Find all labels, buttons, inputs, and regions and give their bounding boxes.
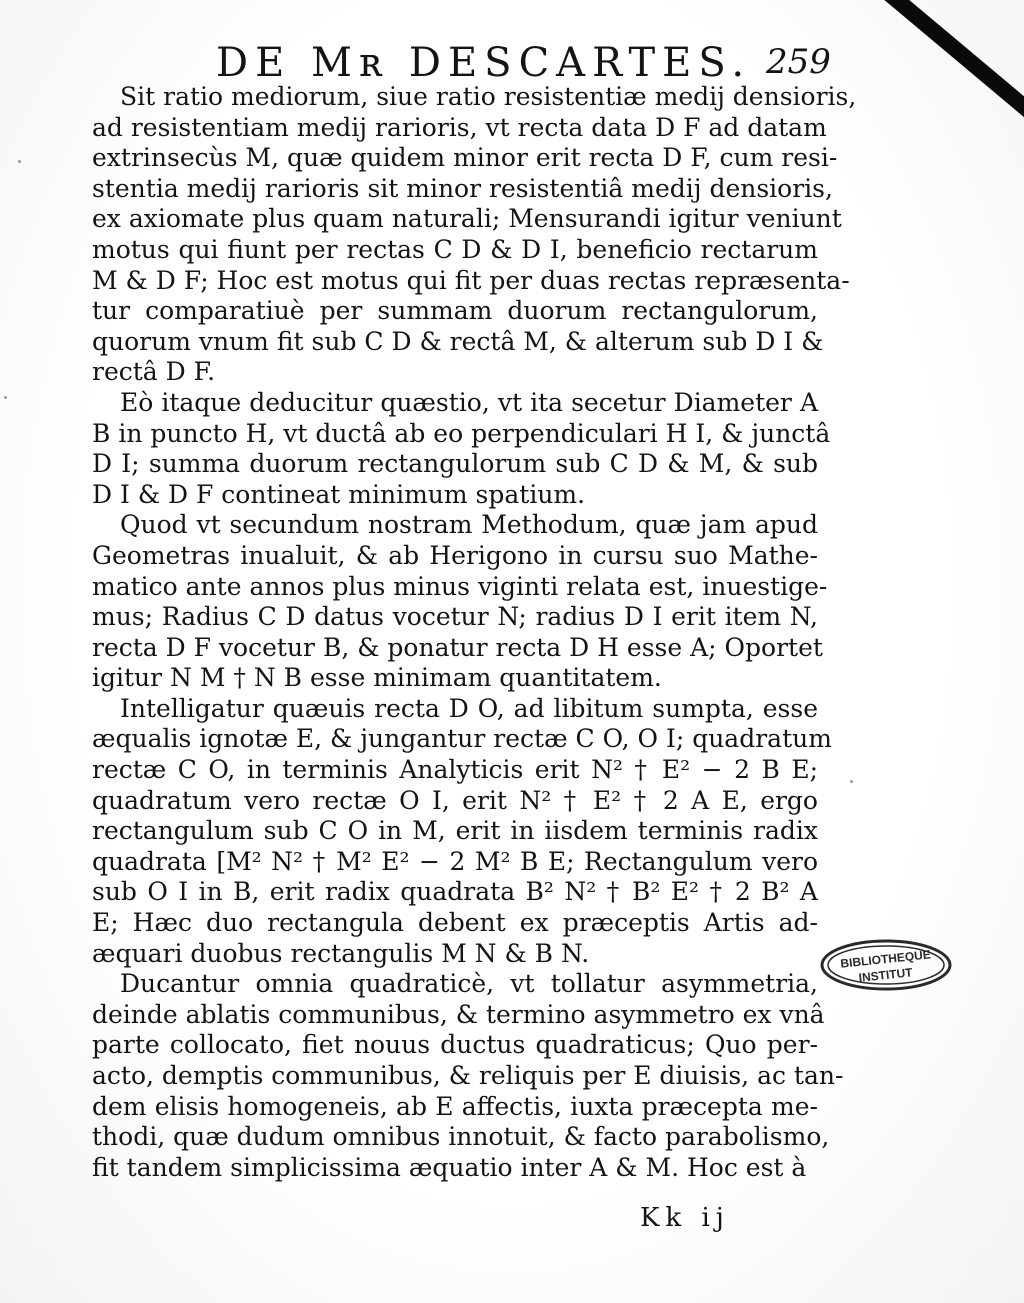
text-line: thodi, quæ dudum omnibus innotuit, & facto parabolismo, bbox=[92, 1122, 830, 1152]
text-line: parte collocato, fiet nouus ductus quadraticus; Quo per- bbox=[92, 1030, 818, 1060]
text-line: æqualis ignotæ E, & jungantur rectæ C O, O I; quadratum bbox=[92, 724, 832, 754]
specks bbox=[18, 160, 21, 163]
text-line: deinde ablatis communibus, & termino asymmetro ex vnâ bbox=[92, 999, 825, 1029]
text-line: rectâ D F. bbox=[92, 357, 216, 387]
text-line: quadrata [M² N² † M² E² − 2 M² B E; Rectangulum vero bbox=[92, 846, 818, 876]
page-edge-shadow bbox=[849, 0, 1024, 138]
text-line: B in puncto H, vt ductâ ab eo perpendiculari H I, & junctâ bbox=[92, 418, 831, 448]
text-line: tur comparatiuè per summam duorum rectangulorum, bbox=[92, 296, 818, 326]
text-line: rectæ C O, in terminis Analyticis erit N² † E² − 2 B E; bbox=[92, 755, 818, 785]
text-line: E; Hæc duo rectangula debent ex præceptis Artis ad- bbox=[92, 908, 818, 938]
text-line: mus; Radius C D datus vocetur N; radius D I erit item N, bbox=[92, 602, 818, 632]
text-line: extrinsecùs M, quæ quidem minor erit recta D F, cum resi- bbox=[92, 143, 838, 173]
text-line: æquari duobus rectangulis M N & B N. bbox=[92, 938, 590, 968]
text-line: dem elisis homogeneis, ab E affectis, iuxta præcepta me- bbox=[92, 1091, 818, 1121]
paragraph bbox=[92, 387, 831, 510]
paragraph bbox=[92, 82, 857, 388]
text-line: recta D F vocetur B, & ponatur recta D H esse A; Oportet bbox=[92, 632, 823, 662]
text-line: ad resistentiam medij rarioris, vt recta data D F ad datam bbox=[92, 112, 827, 142]
text-line: sub O I in B, erit radix quadrata B² N² † B² E² † 2 B² A bbox=[92, 877, 818, 907]
body-text bbox=[92, 82, 857, 1183]
stamp-line-2: INSTITUT bbox=[857, 965, 914, 985]
library-stamp bbox=[818, 936, 954, 994]
page-number: 259 bbox=[766, 42, 831, 82]
text-line: quorum vnum fit sub C D & rectâ M, & alterum sub D I & bbox=[92, 326, 824, 356]
text-line: stentia medij rarioris sit minor resistentiâ medij densioris, bbox=[92, 173, 833, 203]
signature-mark: Kk ij bbox=[640, 1203, 730, 1233]
paragraph bbox=[92, 693, 832, 969]
text-line: M & D F; Hoc est motus qui fit per duas rectas repræsenta- bbox=[92, 265, 850, 295]
text-line: matico ante annos plus minus viginti relata est, inuestige- bbox=[92, 571, 828, 601]
text-line: Intelligatur quæuis recta D O, ad libitum sumpta, esse bbox=[120, 693, 818, 723]
text-line: Ducantur omnia quadraticè, vt tollatur asymmetria, bbox=[120, 969, 818, 999]
specks bbox=[4, 396, 7, 399]
text-line: motus qui fiunt per rectas C D & D I, beneficio rectarum bbox=[92, 234, 818, 264]
text-line: Eò itaque deducitur quæstio, vt ita secetur Diameter A bbox=[120, 387, 818, 417]
text-line: D I; summa duorum rectangulorum sub C D & M, & sub bbox=[92, 449, 818, 479]
text-line: Sit ratio mediorum, siue ratio resistentiæ medij densioris, bbox=[120, 82, 857, 111]
text-line: Quod vt secundum nostram Methodum, quæ jam apud bbox=[120, 510, 818, 540]
text-line: fit tandem simplicissima æquatio inter A & M. Hoc est à bbox=[92, 1152, 807, 1182]
text-line: ex axiomate plus quam naturali; Mensurandi igitur veniunt bbox=[92, 204, 842, 234]
paragraph bbox=[92, 510, 828, 694]
text-line: Geometras inualuit, & ab Herigono in cursu suo Mathe- bbox=[92, 540, 818, 570]
text-line: rectangulum sub C O in M, erit in iisdem terminis radix bbox=[92, 816, 818, 846]
specks bbox=[850, 780, 853, 783]
text-line: acto, demptis communibus, & reliquis per E diuisis, ac tan- bbox=[92, 1061, 844, 1090]
text-line: D I & D F contineat minimum spatium. bbox=[92, 479, 586, 509]
stamp-line-1: BIBLIOTHEQUE bbox=[839, 947, 932, 971]
running-head: DE Mʀ DESCARTES. bbox=[216, 40, 752, 86]
paragraph bbox=[92, 969, 844, 1183]
text-line: quadratum vero rectæ O I, erit N² † E² † 2 A E, ergo bbox=[92, 785, 818, 815]
text-line: igitur N M † N B esse minimam quantitatem. bbox=[92, 663, 662, 693]
